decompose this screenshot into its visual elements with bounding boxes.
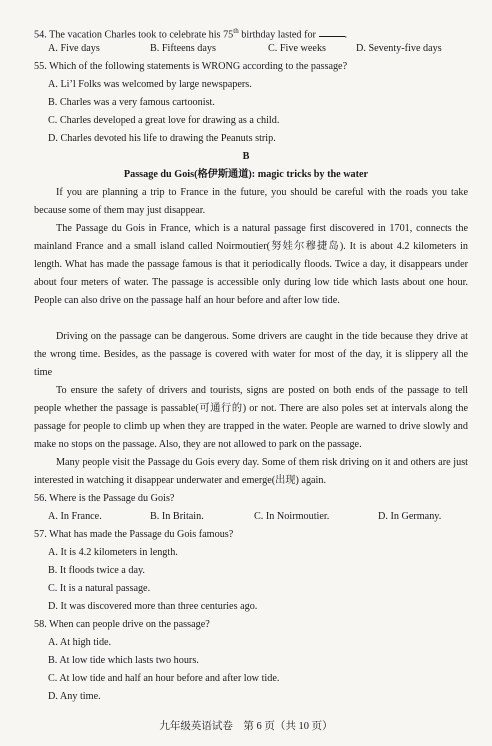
option-d: D. It was discovered more than three centuries ago. (48, 601, 258, 612)
question-54-options (48, 40, 468, 58)
option-c: C. It is a natural passage. (48, 583, 151, 594)
passage-title: Passage du Gois(格伊斯通道): magic tricks by the water (123, 169, 369, 180)
paragraph-4: To ensure the safety of drivers and tourists, signs are posted on both ends of the passage to tell people whether the passage is passable(可通行的) or not. There are also poles set at intervals along the passage for people to climb up when they are trapped in the water. People are warned to drive slowly and make no stops on the passage. Also, they are not allowed to park on the passage. (34, 385, 468, 450)
option-c: C. In Noirmoutier. (254, 511, 330, 522)
option-b: B. At low tide which lasts two hours. (48, 655, 199, 666)
paragraph-3: Driving on the passage can be dangerous. Some drivers are caught in the tide because they drive at the wrong time. Besides, as the passage is covered with water for most of the day, it is slippery all the time (34, 331, 468, 378)
paragraph-5: Many people visit the Passage du Gois every day. Some of them risk driving on it and others are just interested in watching it disappear underwater and emerge(出现) again. (34, 457, 468, 486)
question-55-stem: 55. Which of the following statements is WRONG according to the passage? (34, 61, 348, 72)
option-a: A. Li’l Folks was welcomed by large newspapers. (48, 79, 252, 90)
question-56-stem: 56. Where is the Passage du Gois? (34, 493, 175, 504)
option-d: D. Seventy-five days (356, 43, 442, 54)
page-footer: 九年级英语试卷 第 6 页（共 10 页） (159, 721, 333, 732)
option-a: A. It is 4.2 kilometers in length. (48, 547, 178, 558)
option-a: A. In France. (48, 511, 102, 522)
option-c: C. Five weeks (268, 43, 327, 54)
option-d: D. Charles devoted his life to drawing the Peanuts strip. (48, 133, 276, 144)
option-b: B. It floods twice a day. (48, 565, 145, 576)
option-b: B. In Britain. (150, 511, 204, 522)
option-d: D. In Germany. (378, 511, 442, 522)
answer-blank (319, 27, 345, 37)
option-a: A. Five days (48, 43, 100, 54)
question-54-stem-text: 54. The vacation Charles took to celebrate his 75 (34, 29, 234, 41)
option-b: B. Charles was a very famous cartoonist. (48, 97, 215, 108)
question-57-stem: 57. What has made the Passage du Gois famous? (34, 529, 234, 540)
option-d: D. Any time. (48, 691, 101, 702)
question-54-stem-end: . (344, 29, 348, 41)
section-label: B (242, 151, 250, 162)
question-58-stem: 58. When can people drive on the passage? (34, 619, 210, 630)
question-56-options (48, 508, 468, 526)
option-c: C. Charles developed a great love for drawing as a child. (48, 115, 280, 126)
option-c: C. At low tide and half an hour before and after low tide. (48, 673, 280, 684)
option-b: B. Fifteens days (150, 43, 216, 54)
option-a: A. At high tide. (48, 637, 112, 648)
paragraph-2: The Passage du Gois in France, which is a natural passage first discovered in 1701, connects the mainland France and a small island called Noirmoutier(努娃尔穆捷岛). It is about 4.2 kilometers in length. What has made the passage famous is that it periodically floods. Twice a day, it disappears under about four meters of water. The passage is accessible only during low tide which lasts about one hour. People can also drive on the passage half an hour before and after low tide. (34, 223, 468, 306)
paragraph-1: If you are planning a trip to France in the future, you should be careful with the roads you take because some of them may just disappear. (34, 187, 468, 216)
ordinal-suffix: th (233, 27, 239, 35)
question-54-stem-text-2: birthday lasted for (238, 29, 316, 41)
